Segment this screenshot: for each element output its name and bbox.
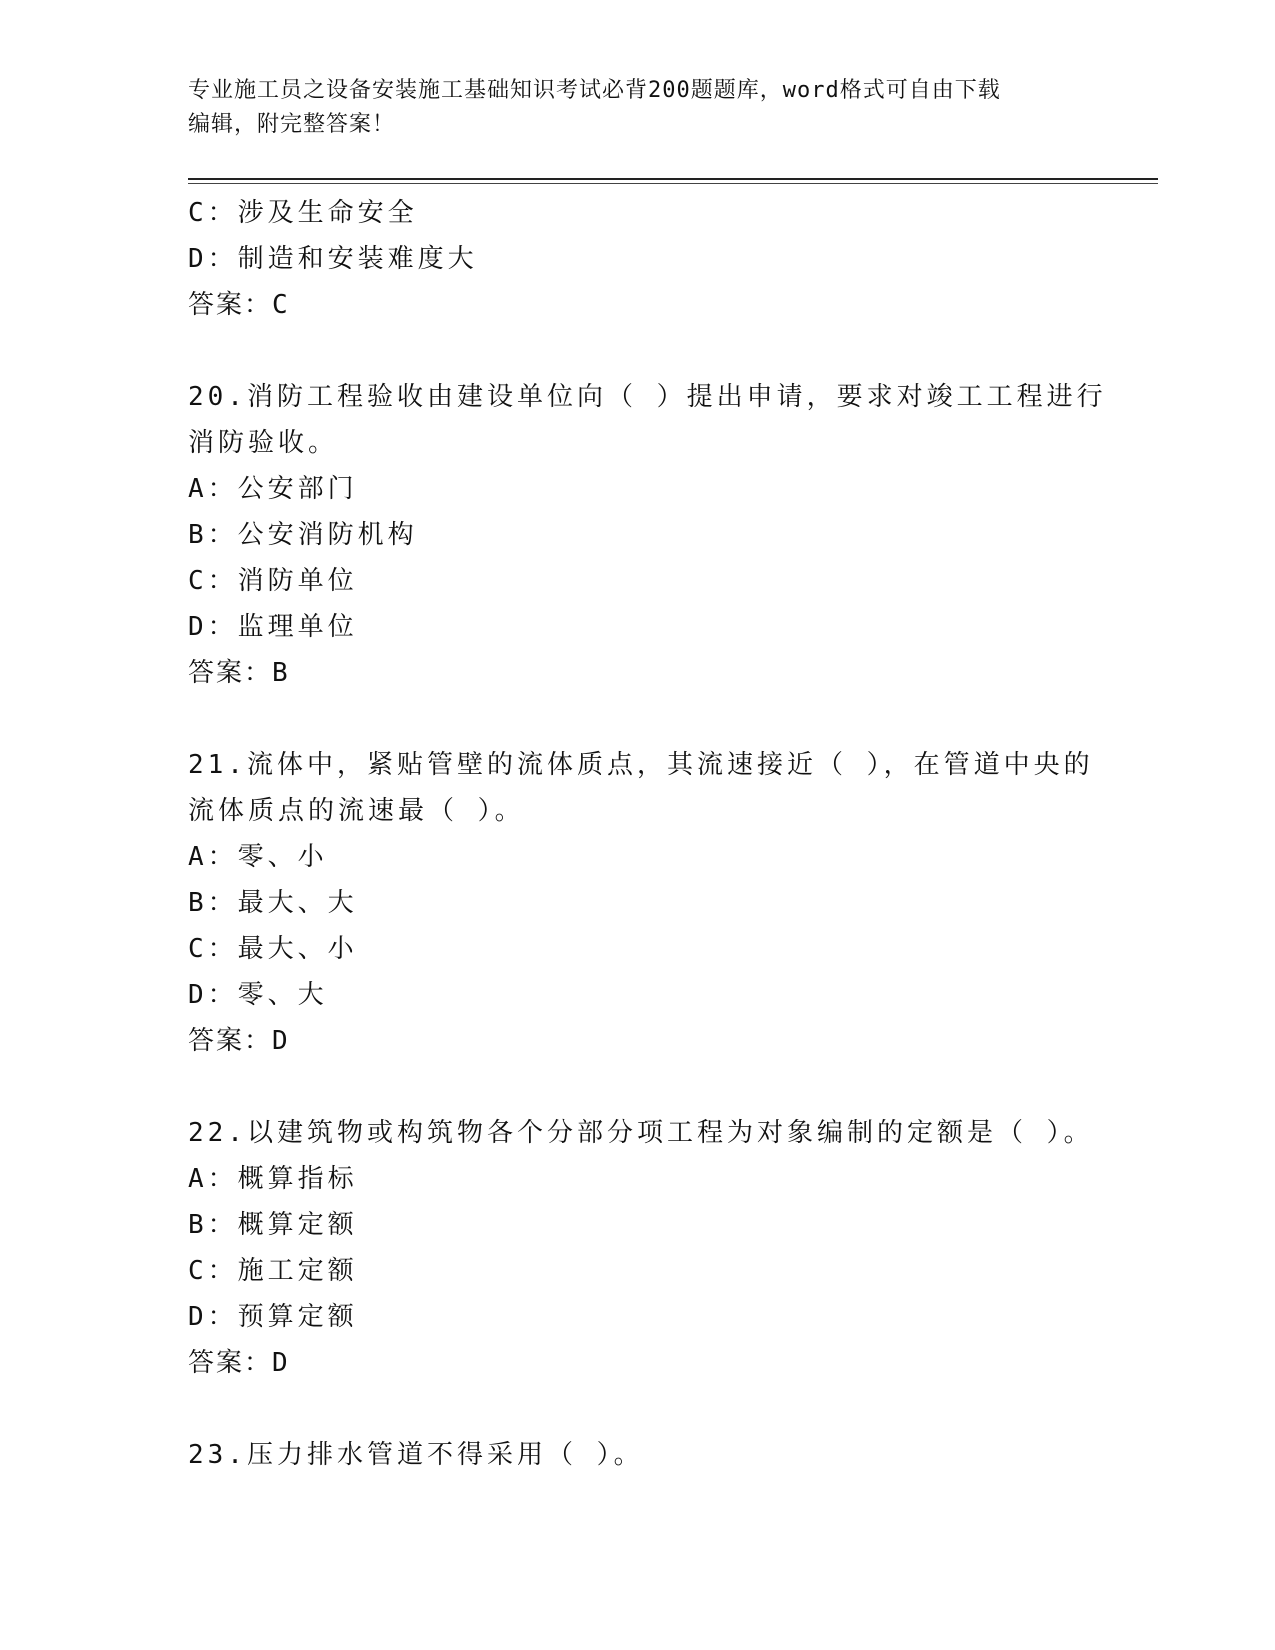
answer-line: 答案：C	[188, 290, 290, 320]
question-stem: 23.压力排水管道不得采用（ ）。	[188, 1440, 644, 1470]
header-line-1: 专业施工员之设备安装施工基础知识考试必背200题题库，word格式可自由下载	[188, 78, 1001, 103]
question-stem: 21.流体中，紧贴管壁的流体质点，其流速接近（ ），在管道中央的	[188, 750, 1094, 780]
option-c: C：消防单位	[188, 566, 358, 596]
option-a: A：零、小	[188, 842, 328, 872]
option-c: C：最大、小	[188, 934, 358, 964]
option-d: D：预算定额	[188, 1302, 358, 1332]
question-stem: 20.消防工程验收由建设单位向（ ）提出申请，要求对竣工工程进行	[188, 382, 1107, 412]
document-header	[188, 74, 1088, 142]
option-a: A：公安部门	[188, 474, 358, 504]
option-b: B：公安消防机构	[188, 520, 418, 550]
question-21	[188, 742, 1094, 1064]
question-spacer	[188, 1386, 1088, 1432]
answer-line: 答案：D	[188, 1026, 290, 1056]
question-spacer	[188, 696, 1088, 742]
question-23	[188, 1432, 1088, 1478]
option-d: D：监理单位	[188, 612, 358, 642]
option-a: A：概算指标	[188, 1164, 358, 1194]
question-19	[188, 190, 1088, 328]
answer-line: 答案：B	[188, 658, 290, 688]
option-b: B：概算定额	[188, 1210, 358, 1240]
option-c: C：施工定额	[188, 1256, 358, 1286]
question-20	[188, 374, 1107, 696]
option-b: B：最大、大	[188, 888, 358, 918]
question-stem-continued: 消防验收。	[188, 428, 339, 458]
question-spacer	[188, 328, 1088, 374]
answer-line: 答案：D	[188, 1348, 290, 1378]
header-line-2: 编辑，附完整答案！	[188, 112, 396, 137]
question-stem: 22.以建筑物或构筑物各个分部分项工程为对象编制的定额是（ ）。	[188, 1118, 1094, 1148]
question-22	[188, 1110, 1094, 1386]
header-divider-thin	[188, 183, 1158, 184]
option-d: D：制造和安装难度大	[188, 244, 478, 274]
option-d: D：零、大	[188, 980, 328, 1010]
question-list	[188, 190, 1107, 1478]
header-divider-thick	[188, 178, 1158, 180]
question-spacer	[188, 1064, 1088, 1110]
option-c: C：涉及生命安全	[188, 198, 418, 228]
question-stem-continued: 流体质点的流速最（ ）。	[188, 796, 525, 826]
